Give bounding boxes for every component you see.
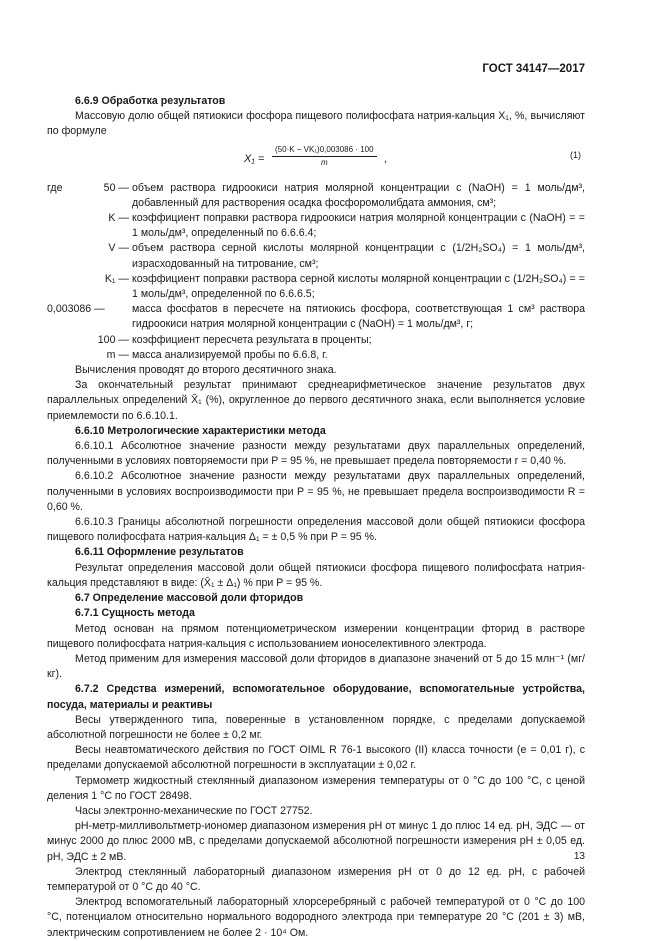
definition-text: масса анализируемой пробы по 6.6.8, г. bbox=[132, 348, 328, 361]
section-6-7-1-heading: 6.7.1 Сущность метода bbox=[75, 607, 195, 620]
where-label: где bbox=[47, 181, 63, 194]
paragraph: За окончательный результат принимают среднеарифметическое значение результатов двух параллельных определений X̄₁ (%), округленное до первого десятичного знака, если выполняется условие приемлемости по 6.6.10.1. bbox=[47, 379, 585, 422]
definition-row bbox=[47, 348, 585, 363]
formula-1 bbox=[47, 142, 585, 178]
equipment-item: Часы электронно-механические по ГОСТ 27752. bbox=[75, 804, 313, 817]
paragraph: 6.6.10.1 Абсолютное значение разности между результатами двух параллельных определений, полученными в условиях повторяемости при P = 95 %, не превышает предела повторяемости r = 0,40 %. bbox=[47, 440, 585, 468]
definition-symbol: 50 — bbox=[103, 181, 129, 194]
definition-text: коэффициент поправки раствора серной кислоты молярной концентрации c (1/2H₂SO₄) = = 1 моль/дм³, определенной по 6.6.6.5; bbox=[132, 272, 585, 301]
definition-symbol: K₁ — bbox=[104, 272, 129, 285]
paragraph: Результат определения массовой доли общей пятиокиси фосфора пищевого полифосфата натрия-кальция представляют в виде: (X̄₁ ± Δ₁) % при P = 95 %. bbox=[47, 561, 585, 589]
section-6-7-heading: 6.7 Определение массовой доли фторидов bbox=[75, 592, 304, 605]
paragraph: 6.6.10.3 Границы абсолютной погрешности определения массовой доли общей пятиокиси фосфора пищевого полифосфата натрия-кальция Δ₁ = ± 0,5 % при P = 95 %. bbox=[47, 516, 585, 544]
definition-symbol: 100 — bbox=[97, 333, 129, 346]
definition-symbol: V — bbox=[108, 242, 129, 255]
equipment-item: Весы неавтоматического действия по ГОСТ OIML R 76-1 высокого (II) класса точности (e = 0,01 г), с пределами допускаемой абсолютной погрешности в эксплуатации ± 0,02 г. bbox=[47, 744, 585, 772]
definition-text: объем раствора серной кислоты молярной концентрации c (1/2H₂SO₄) = 1 моль/дм³, израсходованный на титрование, см³; bbox=[132, 242, 585, 270]
equipment-item: Электрод стеклянный лабораторный диапазоном измерения pH от 0 до 12 ед. pH, с рабочей температурой от 0 °С до 40 °С. bbox=[47, 865, 585, 893]
equipment-item: Электрод вспомогательный лабораторный хлорсеребряный с рабочей температурой от 0 °С до 100 °С, потенциалом относительно нормального водородного электрода при температуре 20 °С (201 ± 3) мВ, электрическим сопротивлением не более 2 · 10⁴ Ом. bbox=[47, 896, 585, 939]
document-code: ГОСТ 34147—2017 bbox=[482, 63, 585, 75]
definition-row bbox=[47, 302, 585, 332]
definition-symbol: 0,003086 — bbox=[47, 303, 105, 316]
formula-denominator: m bbox=[320, 157, 328, 167]
equipment-item: Весы утвержденного типа, поверенные в установленном порядке, с пределами допускаемой абсолютной погрешности не более ± 0,2 мг. bbox=[47, 713, 585, 741]
formula-lhs: X₁ = bbox=[244, 152, 265, 165]
definition-text: масса фосфатов в пересчете на пятиокись фосфора, соответствующая 1 см³ раствора гидроокиси натрия молярной концентрации c (NaOH) = 1 моль/дм³, г; bbox=[132, 303, 585, 331]
paragraph: Метод основан на прямом потенциометрическом измерении концентрации фторид в растворе пищевого полифосфата натрия-кальция с использованием ионоселективного электрода. bbox=[47, 622, 585, 650]
formula-number: (1) bbox=[570, 149, 581, 160]
section-6-6-11-heading: 6.6.11 Оформление результатов bbox=[75, 546, 244, 559]
definition-row bbox=[47, 272, 585, 302]
definition-row bbox=[47, 241, 585, 271]
equipment-item: pH-метр-милливольтметр-иономер диапазоном измерения pH от минус 1 до плюс 14 ед. pH, ЭДС — от минус 2000 до плюс 2000 мВ, с пределами допускаемой абсолютной погрешности измерения pH ± 0,05 ед. pH, ЭДС ± 2 мВ. bbox=[47, 820, 585, 863]
formula-fraction bbox=[272, 144, 377, 168]
paragraph: Метод применим для измерения массовой доли фторидов в диапазоне значений от 5 до 15 млн⁻¹ (мг/кг). bbox=[47, 652, 585, 681]
page-content bbox=[47, 94, 585, 941]
formula-numerator: (50·K − VK₁)0,003086 · 100 bbox=[272, 144, 377, 157]
definition-row bbox=[47, 181, 585, 211]
definition-symbol: K — bbox=[108, 212, 129, 225]
formula-comma: , bbox=[384, 152, 387, 165]
paragraph: Вычисления проводят до второго десятичного знака. bbox=[75, 364, 337, 377]
page-number: 13 bbox=[573, 851, 585, 862]
section-6-6-9-heading: 6.6.9 Обработка результатов bbox=[75, 95, 226, 107]
section-6-6-10-heading: 6.6.10 Метрологические характеристики метода bbox=[75, 424, 326, 437]
definition-symbol: m — bbox=[106, 348, 129, 361]
definition-text: коэффициент пересчета результата в проценты; bbox=[132, 333, 372, 346]
section-6-7-2-heading: 6.7.2 Средства измерений, вспомогательное оборудование, вспомогательные устройства, посуда, материалы и реактивы bbox=[47, 683, 585, 711]
formula-intro: Массовую долю общей пятиокиси фосфора пищевого полифосфата натрия-кальция X₁, %, вычисляют по формуле bbox=[47, 110, 585, 138]
definition-text: коэффициент поправки раствора гидроокиси натрия молярной концентрации c (NaOH) = = 1 моль/дм³, определенный по 6.6.6.4; bbox=[132, 212, 585, 240]
definition-row bbox=[47, 333, 585, 348]
variable-definitions bbox=[47, 181, 585, 363]
equipment-item: Термометр жидкостный стеклянный диапазоном измерения температуры от 0 °С до 100 °С, с ценой деления 1 °С по ГОСТ 28498. bbox=[47, 774, 585, 802]
definition-text: объем раствора гидроокиси натрия молярной концентрации c (NaOH) = 1 моль/дм³, добавленный для растворения осадка фосфоромолибдата аммония, см³; bbox=[132, 181, 585, 209]
paragraph: 6.6.10.2 Абсолютное значение разности между результатами двух параллельных определений, полученными в условиях воспроизводимости при P = 95 %, не превышает предела воспроизводимости R = 0,60 %. bbox=[47, 470, 585, 513]
definition-row bbox=[47, 211, 585, 241]
